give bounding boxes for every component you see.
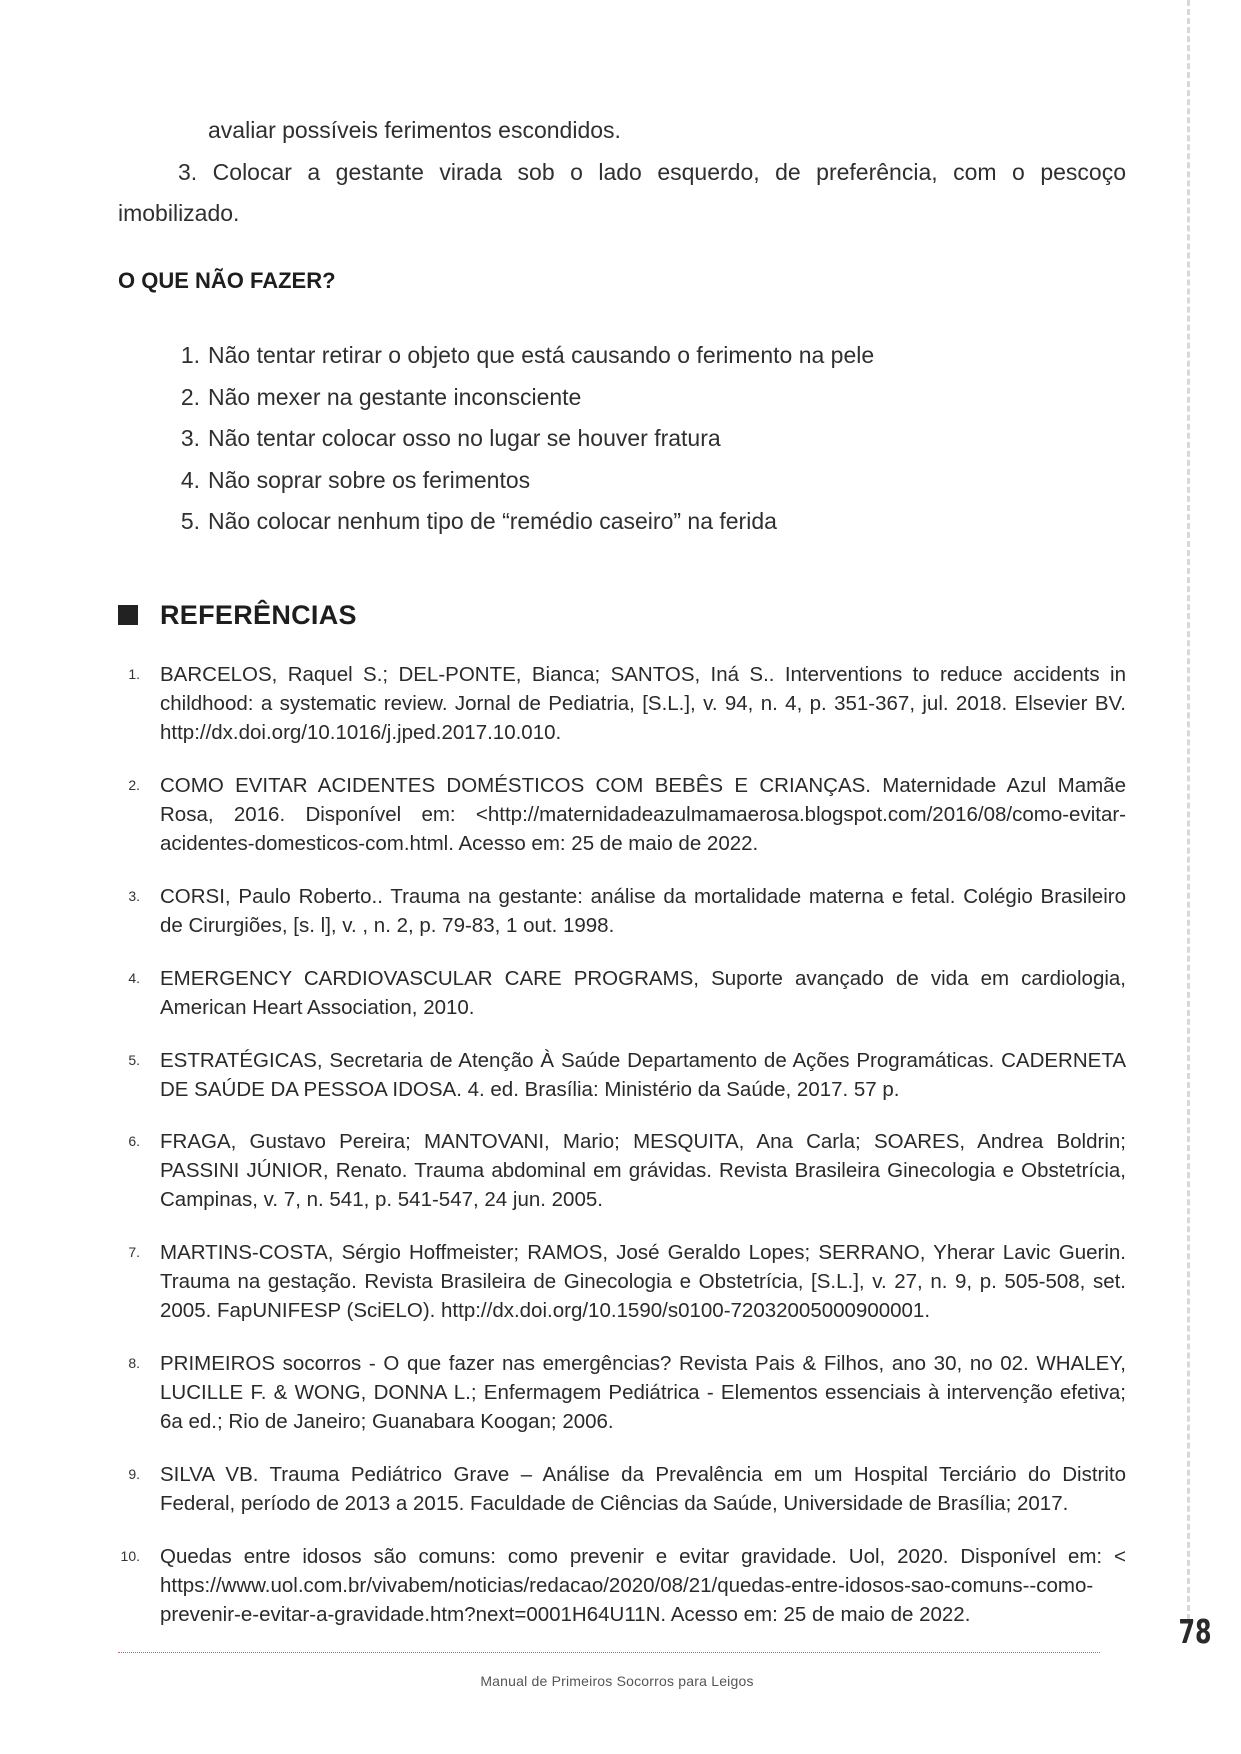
side-dashed-rule [1187,0,1190,1620]
footer-dotted-rule [118,1652,1100,1653]
list-item: 2. Não mexer na gestante inconsciente [180,383,582,410]
list-item: 1. Não tentar retirar o objeto que está causando o ferimento na pele [180,342,875,368]
list-item: 5. Não colocar nenhum tipo de “remédio caseiro” na ferida [180,508,777,534]
list-item: 4. Não soprar sobre os ferimentos [180,466,531,493]
footer-title: Manual de Primeiros Socorros para Leigos [480,1673,754,1689]
intro-continuation: avaliar possíveis ferimentos escondidos. [208,117,621,143]
list-item: 3. Não tentar colocar osso no lugar se houver fratura [180,425,721,451]
page-number: 78 [1178,1612,1212,1651]
dont-heading: O QUE NÃO FAZER? [118,268,336,293]
square-bullet-icon [118,605,138,625]
dont-list [118,335,874,543]
references-title: REFERÊNCIAS [160,599,357,630]
references-heading [118,600,357,630]
intro-item-3: 3. Colocar a gestante virada sob o lado esquerdo, de preferência, com o pescoço imobilizado. [118,159,1126,226]
